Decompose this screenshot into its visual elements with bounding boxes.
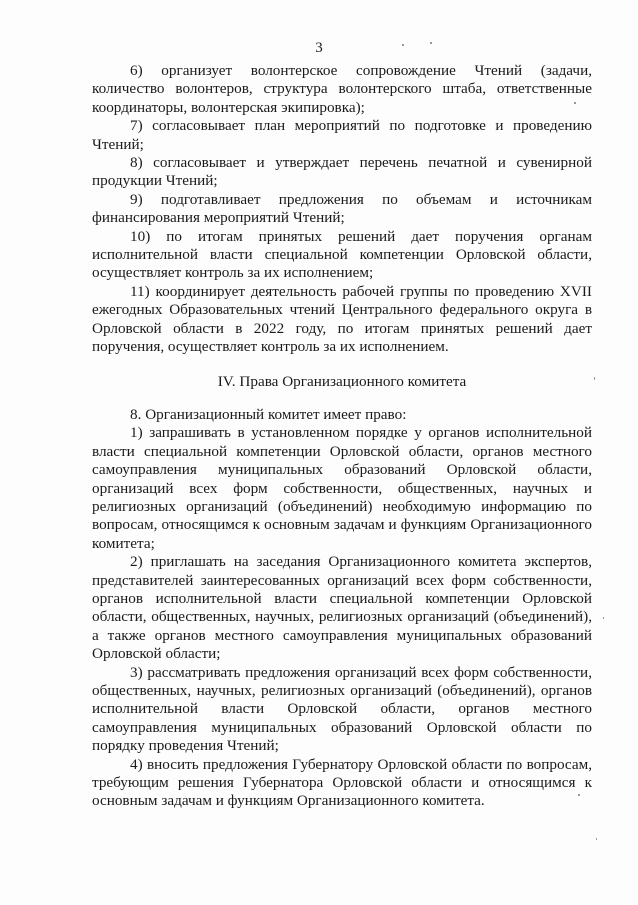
scan-speck xyxy=(430,42,432,44)
paragraph-item-10: 10) по итогам принятых решений дает поручения органам исполнительной власти специальной компетенции Орловской области, осуществляет контроль за их исполнением; xyxy=(92,227,592,282)
scan-speck xyxy=(596,838,597,840)
document-body xyxy=(92,62,592,811)
paragraph-item-7: 7) согласовывает план мероприятий по подготовке и проведению Чтений; xyxy=(92,117,592,153)
scan-speck xyxy=(594,377,595,380)
scan-speck xyxy=(574,102,576,104)
rights-item-3: 3) рассматривать предложения организаций всех форм собственности, общественных, научных, религиозных организаций (объединений), органов исполнительной власти Орловской области, органов местного самоуправления муниципальных образований Орловской области по порядку проведения Чтений; xyxy=(92,663,592,755)
paragraph-item-6: 6) организует волонтерское сопровождение Чтений (задачи, количество волонтеров, структура волонтерского штаба, ответственные координаторы, волонтерская экипировка); xyxy=(92,62,592,116)
scan-speck xyxy=(603,617,604,619)
scan-speck xyxy=(402,44,404,46)
paragraph-item-8: 8) согласовывает и утверждает перечень печатной и сувенирной продукции Чтений; xyxy=(92,154,592,190)
scan-speck xyxy=(578,794,580,796)
paragraph-item-11: 11) координирует деятельность рабочей группы по проведению XVII ежегодных Образовательных чтений Центрального федерального округа в Орловской области в 2022 году, по итогам принятых решений дает поручения, осуществляет контроль за их исполнением. xyxy=(92,282,592,356)
rights-item-1: 1) запрашивать в установленном порядке у органов исполнительной власти специальной компетенции Орловской области, органов местного самоуправления муниципальных образований Орловской области, организаций всех форм собственности, общественных, научных и религиозных организаций (объединений) необходимую информацию по вопросам, относящимся к основным задачам и функциям Организационного комитета; xyxy=(92,424,592,552)
paragraph-item-9: 9) подготавливает предложения по объемам и источникам финансирования мероприятий Чтений; xyxy=(92,190,592,227)
rights-item-2: 2) приглашать на заседания Организационного комитета экспертов, представителей заинтересованных организаций всех форм собственности, органов исполнительной власти специальной компетенции Орловской области, общественных, научных, религиозных организаций (объединений), а также органов местного самоуправления муниципальных образований Орловской области; xyxy=(92,553,592,663)
section-heading: IV. Права Организационного комитета xyxy=(217,372,467,390)
rights-item-4: 4) вносить предложения Губернатору Орловской области по вопросам, требующим решения Губернатора Орловской области и относящимся к основным задачам и функциям Организационного комитета. xyxy=(92,755,592,810)
page-number: 3 xyxy=(315,40,323,56)
section-intro: 8. Организационный комитет имеет право: xyxy=(130,405,407,423)
